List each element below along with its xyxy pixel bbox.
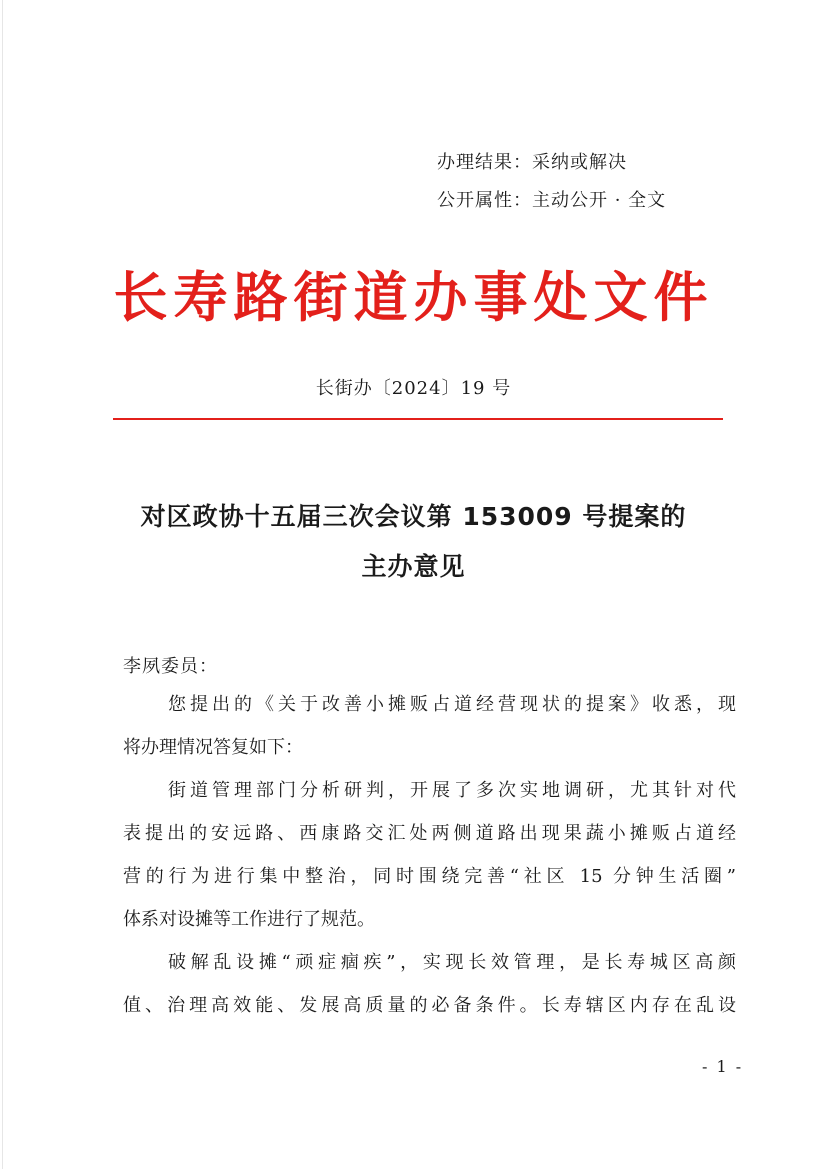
page-edge [2, 0, 3, 1169]
body-line: 破解乱设摊“顽症痼疾”，实现长效管理，是长寿城区高颜 [168, 952, 736, 973]
body-line: 体系对设摊等工作进行了规范。 [123, 909, 375, 930]
main-title-line-1: 对区政协十五届三次会议第 153009 号提案的 [140, 502, 687, 531]
body-line: 将办理情况答复如下： [123, 737, 303, 758]
document-header-title: 长寿路街道办事处文件 [113, 266, 714, 329]
page-number: - 1 - [702, 1057, 744, 1076]
body-line: 营的行为进行集中整治，同时围绕完善“社区 15 分钟生活圈” [123, 866, 736, 887]
salutation: 李夙委员： [123, 656, 218, 677]
red-divider-line [113, 418, 723, 420]
body-line: 您提出的《关于改善小摊贩占道经营现状的提案》收悉，现 [168, 694, 736, 715]
publicity-attribute: 公开属性：主动公开 · 全文 [437, 190, 667, 211]
body-line: 值、治理高效能、发展高质量的必备条件。长寿辖区内存在乱设 [123, 995, 736, 1016]
main-title-line-2: 主办意见 [361, 552, 466, 581]
handling-result: 办理结果：采纳或解决 [437, 152, 627, 173]
document-number: 长街办〔2024〕19 号 [315, 378, 512, 399]
body-line: 街道管理部门分析研判，开展了多次实地调研，尤其针对代 [168, 780, 736, 801]
body-line: 表提出的安远路、西康路交汇处两侧道路出现果蔬小摊贩占道经 [123, 823, 736, 844]
